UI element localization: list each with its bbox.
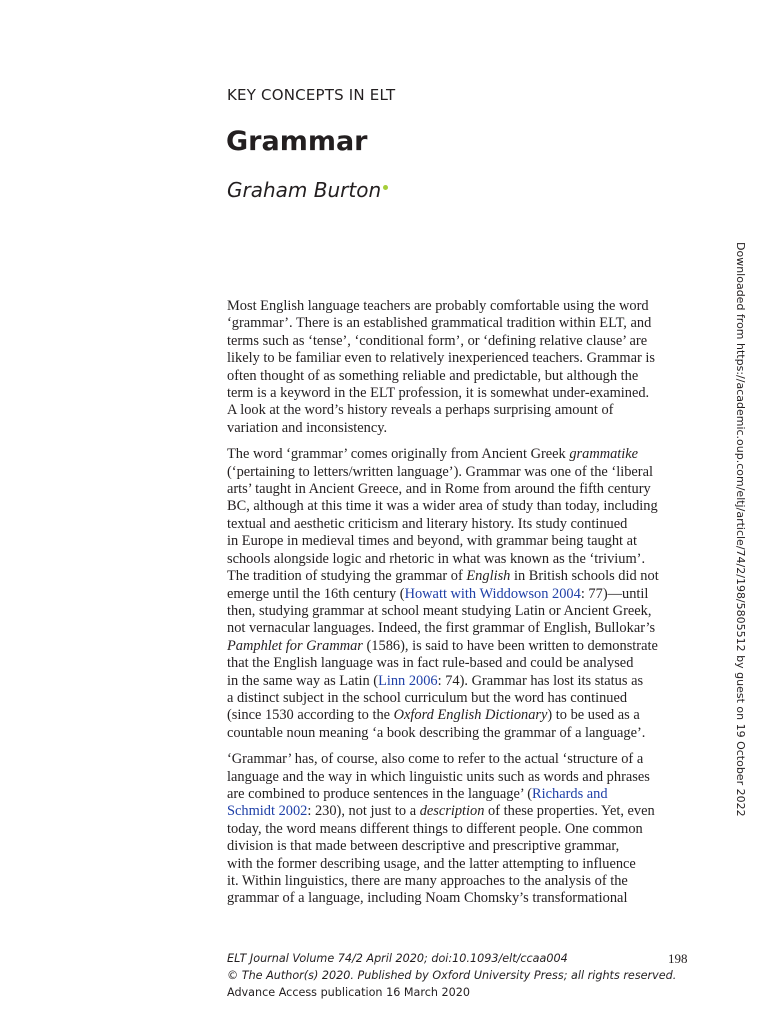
text-segment: in Europe in medieval times and beyond, with grammar being taught at: [227, 533, 638, 550]
text-segment: countable noun meaning ‘a book describing the grammar of a language’.: [227, 724, 646, 741]
citation-link[interactable]: Howatt with Widdowson 2004: [404, 585, 581, 602]
text-segment: terms such as ‘tense’, ‘conditional form’, or ‘defining relative clause’ are: [227, 332, 648, 349]
text-segment: The word ‘grammar’ comes originally from Ancient Greek: [227, 446, 570, 463]
text-segment: (since 1530 according to the: [227, 707, 394, 724]
text-line: [227, 533, 689, 550]
text-segment: likely to be familiar even to relatively inexperienced teachers. Grammar is: [227, 350, 655, 367]
text-segment: language and the way in which linguistic units such as words and phrases: [227, 768, 650, 785]
text-line: [227, 638, 689, 655]
text-line: [227, 769, 689, 786]
text-line: [227, 725, 689, 742]
text-segment: arts’ taught in Ancient Greece, and in Rome from around the fifth century: [227, 481, 651, 498]
orcid-icon[interactable]: [383, 185, 388, 190]
text-line: [227, 707, 689, 724]
text-segment: not vernacular languages. Indeed, the first grammar of English, Bullokar’s: [227, 620, 656, 637]
text-segment: a distinct subject in the school curriculum but the word has continued: [227, 689, 628, 706]
text-line: [227, 481, 689, 498]
body-paragraph: [227, 751, 689, 908]
text-line: [227, 620, 689, 637]
citation-link[interactable]: Linn 2006: [378, 672, 438, 689]
citation-link[interactable]: Richards and: [532, 785, 608, 802]
text-segment: variation and inconsistency.: [227, 419, 388, 436]
italic-term: description: [419, 803, 485, 820]
text-line: [227, 446, 689, 463]
text-line: [227, 464, 689, 481]
text-segment: in the same way as Latin (: [227, 672, 379, 689]
text-line: [227, 890, 689, 907]
series-heading: KEY CONCEPTS IN ELT: [227, 86, 396, 104]
text-line: [227, 498, 689, 515]
text-segment: : 77)—until: [580, 585, 649, 602]
text-segment: term is a keyword in the ELT profession, it is somewhat under-examined.: [227, 385, 650, 402]
italic-term: English: [466, 568, 511, 585]
text-line: [227, 655, 689, 672]
text-line: [227, 315, 689, 332]
italic-term: Oxford English Dictionary: [393, 707, 548, 724]
text-segment: ) to be used as a: [547, 707, 640, 724]
text-line: [227, 298, 689, 315]
article-body: [227, 298, 689, 917]
text-line: [227, 402, 689, 419]
text-segment: ‘grammar’. There is an established grammatical tradition within ELT, and: [227, 315, 652, 332]
text-segment: today, the word means different things to different people. One common: [227, 820, 643, 837]
text-line: [227, 551, 689, 568]
citation-link[interactable]: Schmidt 2002: [227, 803, 308, 820]
page-number: 198: [668, 951, 688, 966]
text-segment: (‘pertaining to letters/written language’). Grammar was one of the ‘liberal: [227, 463, 653, 480]
text-segment: often thought of as something reliable and predictable, but although the: [227, 367, 639, 384]
body-paragraph: [227, 446, 689, 742]
text-segment: ‘Grammar’ has, of course, also come to refer to the actual ‘structure of a: [227, 751, 644, 768]
text-line: [227, 516, 689, 533]
page-footer: [227, 950, 689, 1001]
text-line: [227, 568, 689, 585]
text-segment: grammar of a language, including Noam Chomsky’s transformational: [227, 890, 628, 907]
text-segment: then, studying grammar at school meant studying Latin or Ancient Greek,: [227, 602, 652, 619]
text-line: [227, 586, 689, 603]
text-line: [227, 786, 689, 803]
text-line: [227, 368, 689, 385]
text-segment: textual and aesthetic criticism and literary history. Its study continued: [227, 515, 628, 532]
text-line: [227, 803, 689, 820]
text-segment: : 74). Grammar has lost its status as: [437, 672, 644, 689]
text-segment: Most English language teachers are probably comfortable using the word: [227, 298, 649, 314]
text-segment: are combined to produce sentences in the language’ (: [227, 785, 533, 802]
text-line: [227, 420, 689, 437]
text-line: [227, 856, 689, 873]
text-segment: in British schools did not: [510, 568, 659, 585]
text-line: [227, 751, 689, 768]
copyright-notice: © The Author(s) 2020. Published by Oxford University Press; all rights reserved.: [227, 969, 677, 982]
text-line: [227, 838, 689, 855]
text-segment: with the former describing usage, and the latter attempting to influence: [227, 855, 636, 872]
article-title: Grammar: [226, 126, 368, 157]
advance-access-note: Advance Access publication 16 March 2020: [227, 986, 470, 999]
text-line: [227, 873, 689, 890]
text-line: [227, 690, 689, 707]
download-watermark: Downloaded from https://academic.oup.com/eltj/article/74/2/198/5805512 by guest on 19 October 2022: [734, 242, 747, 817]
journal-citation: ELT Journal Volume 74/2 April 2020; doi:10.1093/elt/ccaa004: [227, 952, 568, 965]
text-segment: emerge until the 16th century (: [227, 585, 405, 602]
text-segment: : 230), not just to a: [307, 803, 420, 820]
italic-term: grammatike: [569, 446, 639, 463]
text-line: [227, 350, 689, 367]
author-line: [227, 178, 388, 202]
text-line: [227, 673, 689, 690]
text-segment: The tradition of studying the grammar of: [227, 568, 467, 585]
text-line: [227, 821, 689, 838]
text-segment: that the English language was in fact rule-based and could be analysed: [227, 655, 634, 672]
text-segment: it. Within linguistics, there are many approaches to the analysis of the: [227, 873, 628, 889]
text-segment: BC, although at this time it was a wider area of study than today, including: [227, 498, 658, 515]
text-line: [227, 603, 689, 620]
body-paragraph: [227, 298, 689, 437]
author-name: Graham Burton: [227, 178, 382, 202]
text-segment: (1586), is said to have been written to demonstrate: [362, 637, 658, 654]
text-line: [227, 385, 689, 402]
text-line: [227, 333, 689, 350]
italic-term: Pamphlet for Grammar: [227, 637, 363, 654]
text-segment: of these properties. Yet, even: [484, 803, 655, 820]
text-segment: schools alongside logic and rhetoric in what was known as the ‘trivium’.: [227, 550, 646, 567]
text-segment: A look at the word’s history reveals a perhaps surprising amount of: [227, 402, 614, 419]
text-segment: division is that made between descriptive and prescriptive grammar,: [227, 838, 620, 855]
